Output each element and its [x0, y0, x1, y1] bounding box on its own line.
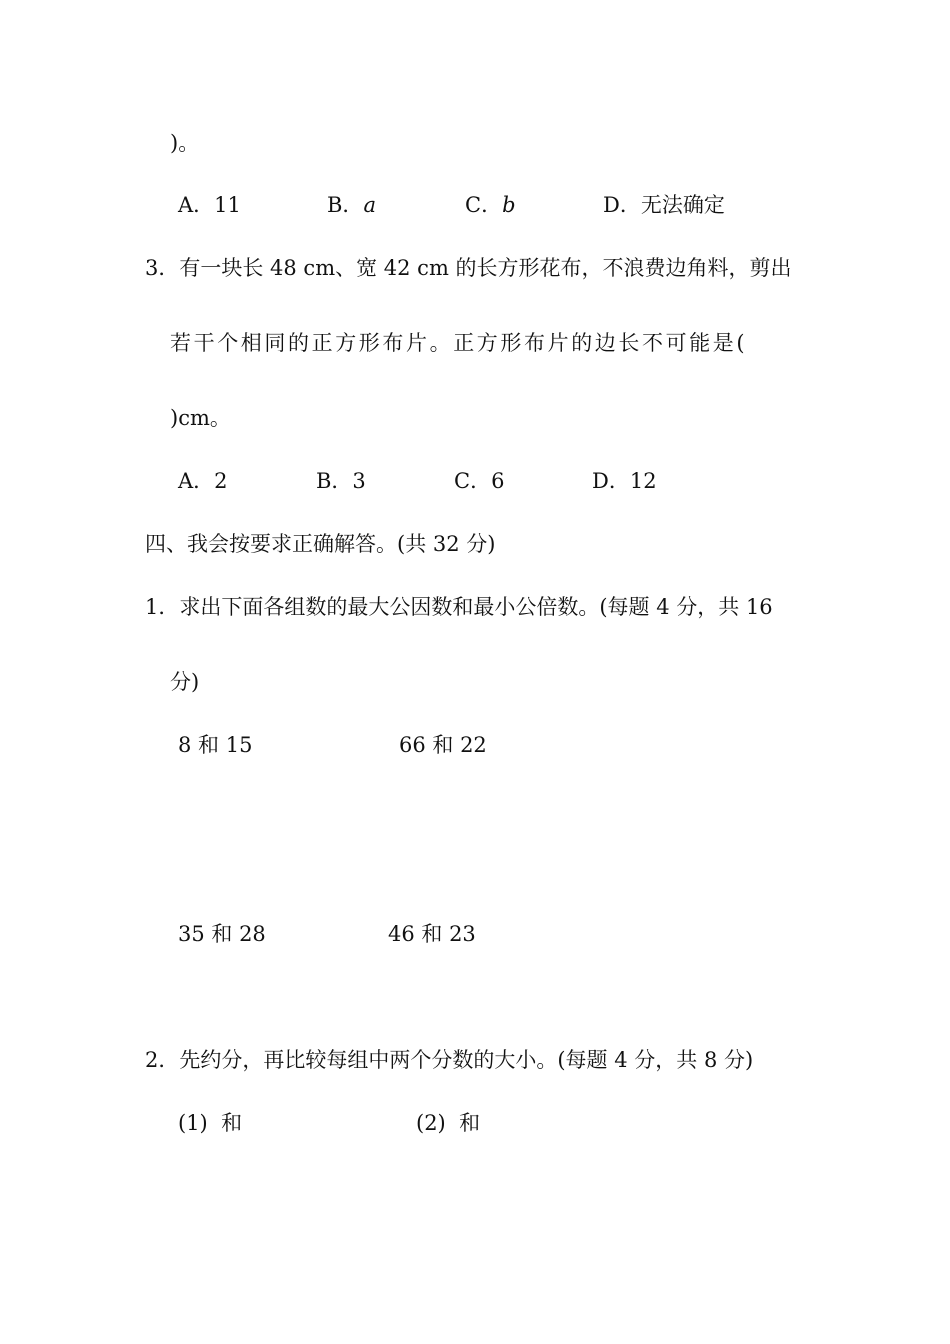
- number-pair: 8 和 15: [178, 733, 253, 757]
- number-pair: 46 和 23: [388, 922, 476, 946]
- s4-problem-1-line-2: 分): [170, 670, 200, 694]
- number-pair: 66 和 22: [399, 733, 487, 757]
- section-4-heading: 四、我会按要求正确解答。(共 32 分): [145, 532, 496, 556]
- q2-continuation: )。: [170, 131, 200, 155]
- q3-option-a: A．2: [178, 469, 228, 493]
- q2-option-c-variable: b: [502, 193, 516, 217]
- q2-option-b: [327, 195, 376, 216]
- s4-problem-2-line-1: 2．先约分，再比较每组中两个分数的大小。(每题 4 分，共 8 分): [145, 1048, 754, 1072]
- q3-line-3: )cm。: [170, 406, 231, 430]
- q3-option-b: B．3: [316, 469, 366, 493]
- fraction-compare-item: (2) 和: [416, 1111, 481, 1135]
- q3-line-1: 3．有一块长 48 cm、宽 42 cm 的长方形花布，不浪费边角料，剪出: [145, 256, 792, 280]
- q3-option-d: D．12: [592, 469, 657, 493]
- q2-option-c: [465, 195, 516, 216]
- q2-option-c-prefix: C．: [465, 193, 503, 217]
- q2-option-a: A．11: [178, 193, 241, 217]
- fraction-compare-item: (1) 和: [178, 1111, 243, 1135]
- q3-line-2: 若干个相同的正方形布片。正方形布片的边长不可能是(: [170, 331, 748, 355]
- q2-option-b-variable: a: [363, 193, 376, 217]
- q2-option-b-prefix: B．: [327, 193, 364, 217]
- q2-option-d: D．无法确定: [603, 193, 725, 217]
- s4-problem-1-line-1: 1．求出下面各组数的最大公因数和最小公倍数。(每题 4 分，共 16: [145, 595, 773, 619]
- number-pair: 35 和 28: [178, 922, 266, 946]
- q3-option-c: C．6: [454, 469, 505, 493]
